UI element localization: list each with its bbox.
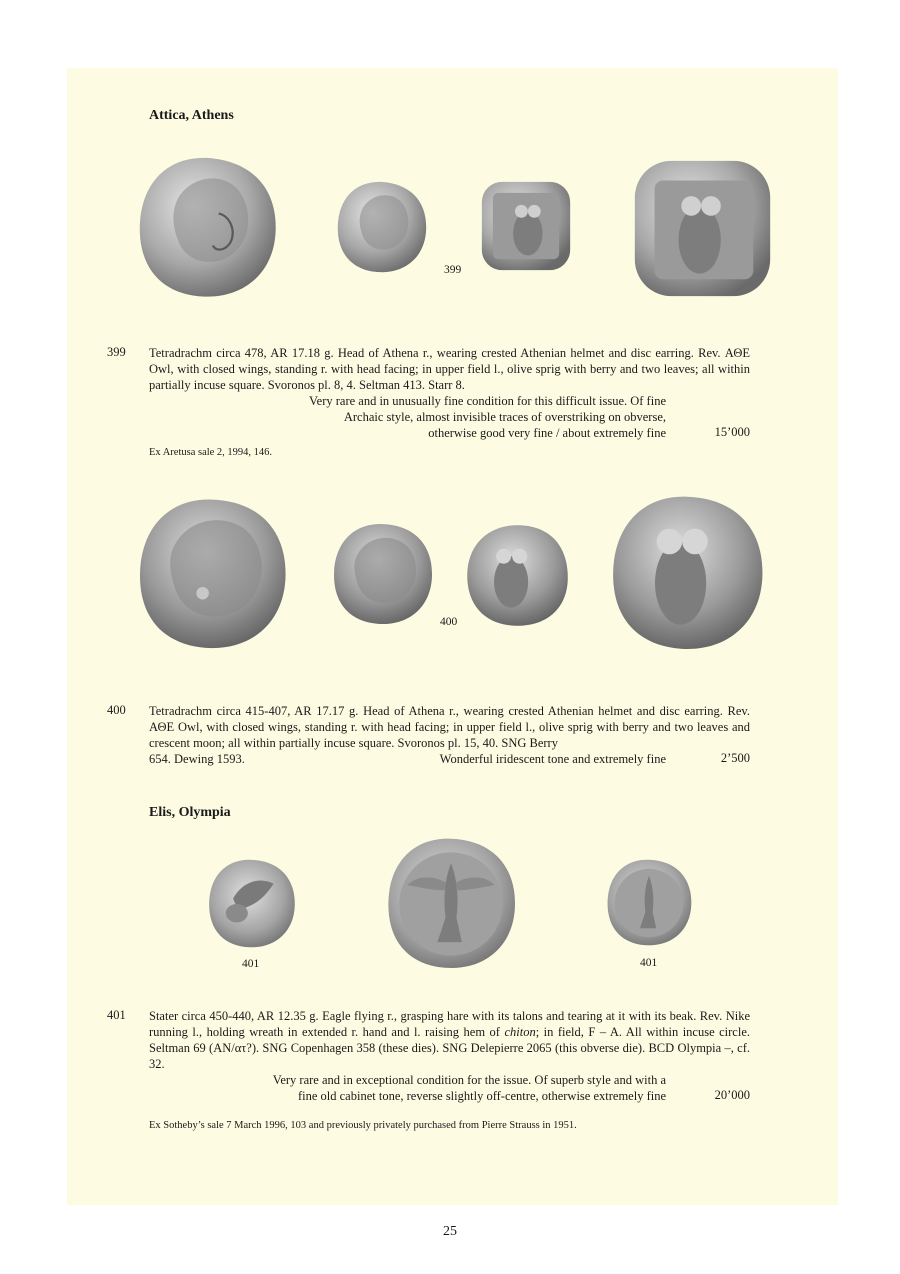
- description-text: Stater circa 450-440, AR 12.35 g. Eagle flying r., grasping hare with its talons and tearing at it with its beak. Rev. Nike running l., holding wreath in extended r. hand and l. raising hem of: [149, 1009, 750, 1039]
- coin-400-obverse-small: [330, 521, 435, 628]
- page-number: 25: [443, 1224, 457, 1239]
- figure-label-400: 400: [440, 616, 458, 628]
- coin-400-obverse-large: [134, 494, 290, 655]
- description-text: ; in field, F – A. All within incuse circle. Seltman 69 (AN/ατ?). SNG Copenhagen 358 (these dies). SNG Delepierre 2065 (this obverse die). BCD Olympia –, cf. 32.: [149, 1025, 750, 1071]
- lot-price-400: 2’500: [720, 751, 750, 765]
- coin-401-obverse: [205, 858, 298, 950]
- lot-provenance-401: Ex Sotheby’s sale 7 March 1996, 103 and previously privately purchased from Pierre Strauss in 1951.: [149, 1120, 577, 1131]
- lot-condition-399: [150, 393, 666, 441]
- lot-price-401: 20’000: [714, 1088, 750, 1102]
- coin-401-reverse-small: [604, 857, 694, 949]
- condition-line: Archaic style, almost invisible traces of overstriking on obverse,: [343, 410, 666, 424]
- lot-description-401: [149, 1008, 750, 1072]
- coin-399-reverse-small: [480, 180, 572, 272]
- figure-label-401-left: 401: [242, 958, 260, 970]
- lot-number-401: 401: [107, 1008, 126, 1022]
- section-heading-attica: Attica, Athens: [149, 108, 234, 123]
- section-heading-elis: Elis, Olympia: [149, 805, 231, 820]
- condition-line: Very rare and in unusually fine condition for this difficult issue. Of fine: [309, 394, 666, 408]
- lot-price-399: 15’000: [714, 425, 750, 439]
- lot-description-399: Tetradrachm circa 478, AR 17.18 g. Head of Athena r., wearing crested Athenian helmet and disc earring. Rev. ΑΘΕ Owl, with closed wings, standing r. with head facing; in upper field l., olive sprig with berry and two leaves; all within partially incuse square. Svoronos pl. 8, 4. Seltman 413. Starr 8.: [149, 346, 750, 392]
- coin-399-reverse-large: [632, 158, 773, 299]
- figure-label-399: 399: [444, 264, 462, 276]
- coin-400-reverse-small: [464, 522, 571, 629]
- lot-number-400: 400: [107, 703, 126, 717]
- condition-line: Very rare and in exceptional condition for the issue. Of superb style and with a: [272, 1073, 666, 1087]
- lot-number-399: 399: [107, 345, 126, 359]
- coin-401-reverse-large: [383, 836, 519, 972]
- description-italic: chiton: [504, 1025, 536, 1039]
- lot-condition-401: [150, 1072, 666, 1104]
- lot-provenance-399: Ex Aretusa sale 2, 1994, 146.: [149, 447, 273, 458]
- lot-condition-400: Wonderful iridescent tone and extremely fine: [439, 752, 666, 766]
- coin-399-obverse-large: [134, 155, 280, 301]
- description-line: Tetradrachm circa 415-407, AR 17.17 g. Head of Athena r., wearing crested Athenian helmet and disc earring. Rev. ΑΘΕ Owl, with closed wings, standing r. with head facing; in upper field l., olive sprig with berry and two leaves and crescent moon; all within partially incuse square. Svoronos pl. 15, 40. SNG Berry: [149, 704, 750, 750]
- coin-399-obverse-small: [333, 180, 430, 275]
- condition-line: otherwise good very fine / about extremely fine: [428, 426, 666, 440]
- condition-line: fine old cabinet tone, reverse slightly off-centre, otherwise extremely fine: [297, 1089, 666, 1103]
- coin-400-reverse-large: [607, 492, 767, 655]
- figure-label-401-right: 401: [640, 957, 658, 969]
- description-line: 654. Dewing 1593.: [149, 752, 245, 766]
